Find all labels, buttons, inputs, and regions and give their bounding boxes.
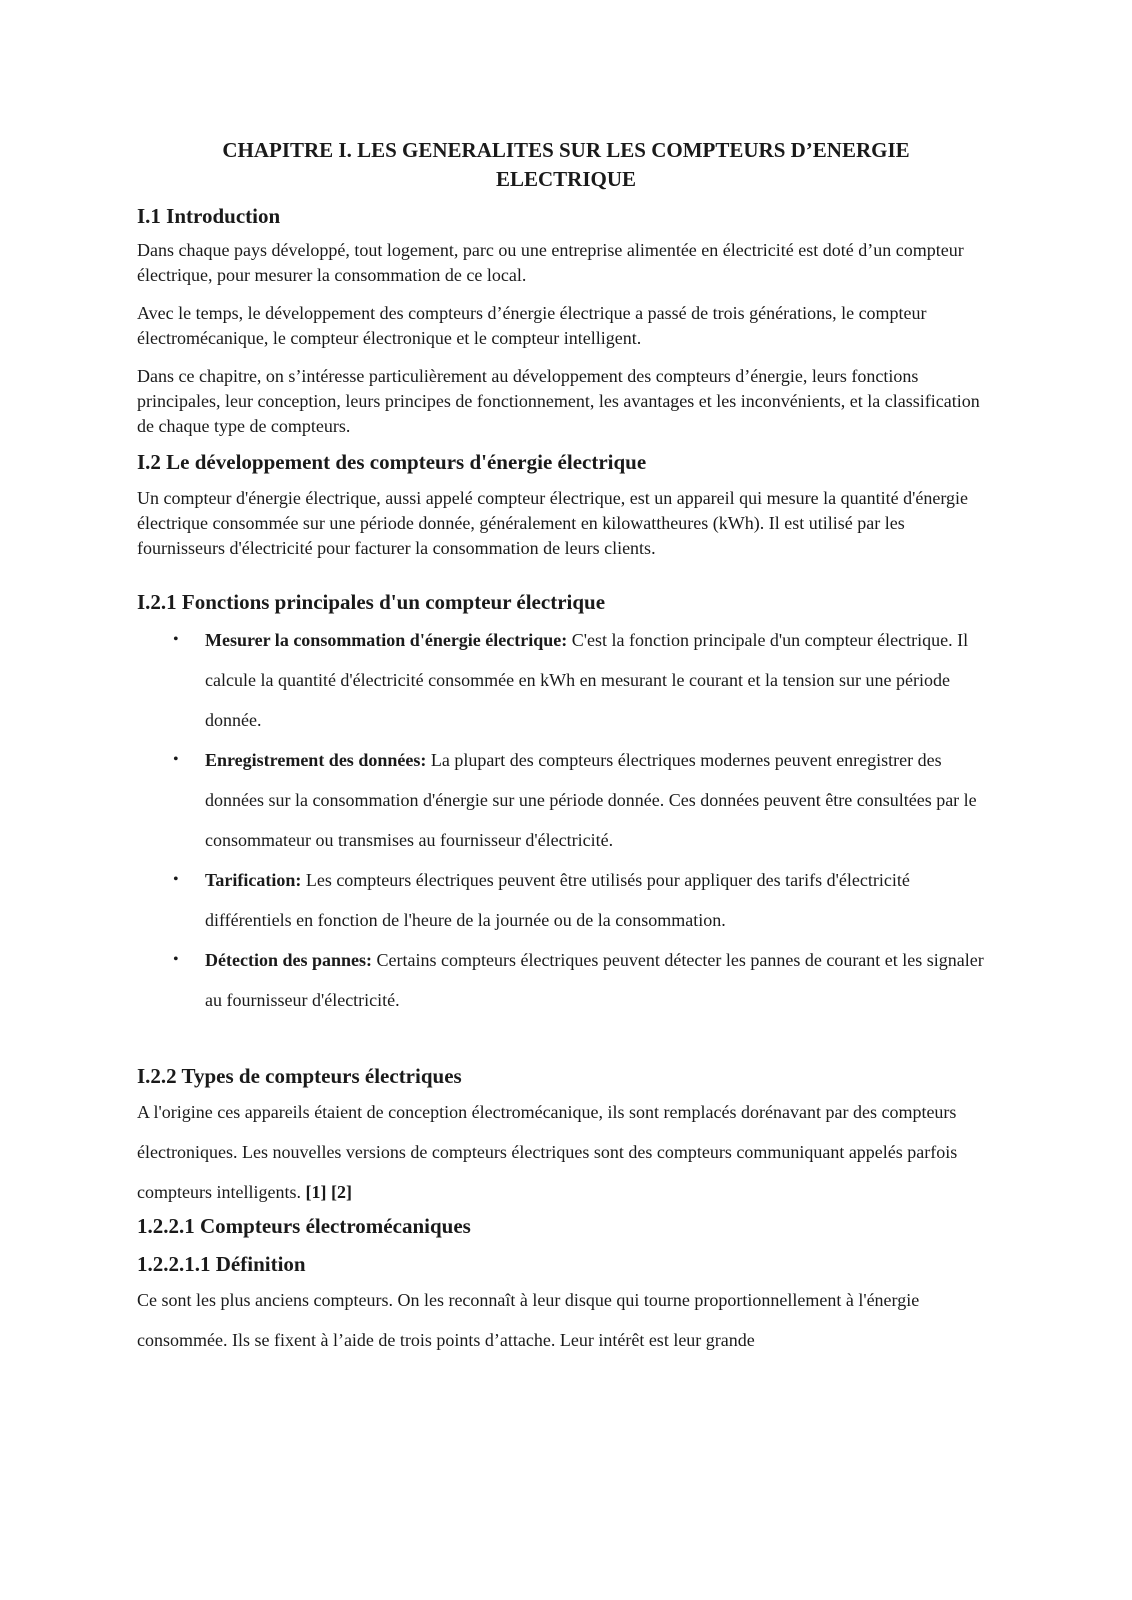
list-item-term: Enregistrement des données: [205, 750, 427, 770]
intro-paragraph-2: Avec le temps, le développement des compteurs d’énergie électrique a passé de trois générations, le compteur électromécanique, le compteur électronique et le compteur intelligent. [137, 303, 927, 348]
types-paragraph-text: A l'origine ces appareils étaient de conception électromécanique, ils sont remplacés dorénavant par des compteurs électroniques. Les nouvelles versions de compteurs électriques sont des compteurs communiquant appelés parfois compteurs intelligents. [137, 1102, 958, 1202]
bullet-icon: • [173, 871, 179, 888]
development-paragraph: Un compteur d'énergie électrique, aussi appelé compteur électrique, est un appareil qui mesure la quantité d'énergie électrique consommée sur une période donnée, généralement en kilowattheures (kWh). Il est utilisé par les fournisseurs d'électricité pour facturer la consommation de leurs clients. [137, 488, 968, 558]
list-item-term: Détection des pannes: [205, 950, 372, 970]
definition-paragraph: Ce sont les plus anciens compteurs. On les reconnaît à leur disque qui tourne proportionnellement à l'énergie consommée. Ils se fixent à l’aide de trois points d’attache. Leur intérêt est leur grande [137, 1290, 920, 1350]
document-page [137, 136, 995, 1360]
intro-paragraph-1: Dans chaque pays développé, tout logement, parc ou une entreprise alimentée en électricité est doté d’un compteur électrique, pour mesurer la consommation de ce local. [137, 240, 964, 285]
citation-references: [1] [2] [305, 1182, 352, 1202]
functions-list [137, 620, 995, 1020]
intro-paragraph-3: Dans ce chapitre, on s’intéresse particulièrement au développement des compteurs d’énergie, leurs fonctions principales, leur conception, leurs principes de fonctionnement, les avantages et les inconvénients, et la classification de chaque type de compteurs. [137, 366, 980, 436]
list-item-text: Les compteurs électriques peuvent être utilisés pour appliquer des tarifs d'électricité différentiels en fonction de l'heure de la journée ou de la consommation. [205, 870, 910, 930]
list-item-term: Mesurer la consommation d'énergie électrique: [205, 630, 568, 650]
types-paragraph [137, 1092, 995, 1212]
chapter-title-line-1: CHAPITRE I. LES GENERALITES SUR LES COMPTEURS D’ENERGIE [222, 138, 910, 162]
list-item-term: Tarification: [205, 870, 302, 890]
list-item-text: Certains compteurs électriques peuvent détecter les pannes de courant et les signaler au fournisseur d'électricité. [205, 950, 984, 1010]
section-heading-introduction: I.1 Introduction [137, 204, 281, 228]
list-item-text: La plupart des compteurs électriques modernes peuvent enregistrer des données sur la consommation d'énergie sur une période donnée. Ces données peuvent être consultées par le consommateur ou transmises au fournisseur d'électricité. [205, 750, 977, 850]
bullet-icon: • [173, 951, 179, 968]
definition-heading: 1.2.2.1.1 Définition [137, 1252, 306, 1276]
chapter-title-line-2: ELECTRIQUE [495, 167, 637, 191]
list-item [137, 940, 995, 1020]
bullet-icon: • [173, 631, 179, 648]
bullet-icon: • [173, 751, 179, 768]
chapter-title [137, 136, 995, 194]
list-item [137, 620, 995, 740]
list-item [137, 740, 995, 860]
subsection-heading-functions: I.2.1 Fonctions principales d'un compteur électrique [137, 590, 606, 614]
section-heading-development: I.2 Le développement des compteurs d'énergie électrique [137, 450, 647, 474]
list-item-text: C'est la fonction principale d'un compteur électrique. Il calcule la quantité d'électricité consommée en kWh en mesurant le courant et la tension sur une période donnée. [205, 630, 969, 730]
subsection-heading-types: I.2.2 Types de compteurs électriques [137, 1064, 462, 1088]
subsubsection-heading-electromechanical: 1.2.2.1 Compteurs électromécaniques [137, 1214, 471, 1238]
list-item [137, 860, 995, 940]
